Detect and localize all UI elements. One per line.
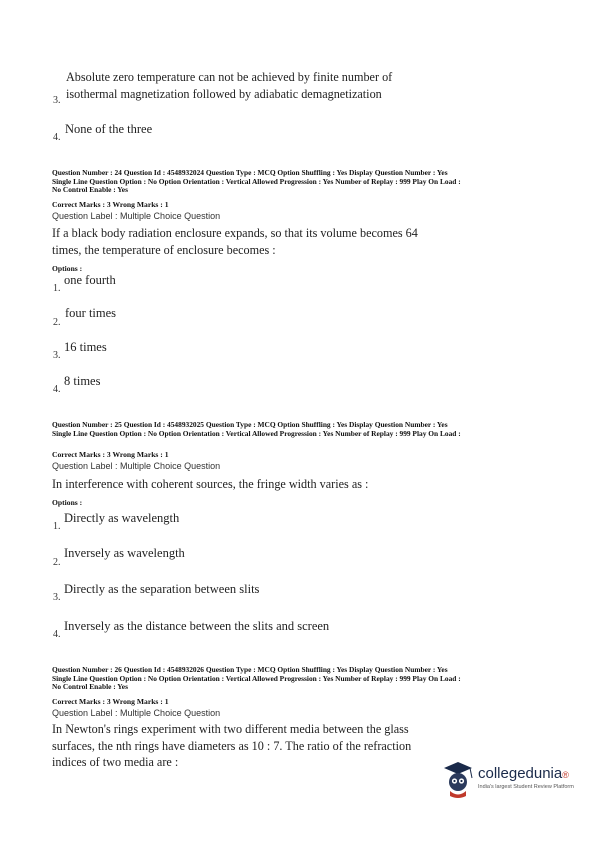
q25-option-3-number: 3. bbox=[53, 592, 61, 603]
q23-option-3-line1: Absolute zero temperature can not be achieved by finite number of bbox=[66, 70, 393, 84]
q25-question-text: In interference with coherent sources, the fringe width varies as : bbox=[52, 477, 369, 491]
q24-marks: Correct Marks : 3 Wrong Marks : 1 bbox=[52, 200, 169, 209]
q25-meta bbox=[52, 421, 461, 438]
q26-meta-line3: No Control Enable : Yes bbox=[52, 682, 128, 692]
q24-question-label: Question Label : Multiple Choice Question bbox=[52, 211, 221, 221]
q25-option-1-number: 1. bbox=[53, 521, 61, 532]
q26-question-text bbox=[52, 721, 492, 771]
q25-option-1-text: Directly as wavelength bbox=[64, 511, 180, 525]
collegedunia-wordmark bbox=[478, 765, 569, 782]
q26-question-label: Question Label : Multiple Choice Question bbox=[52, 708, 221, 718]
q23-option-3-number: 3. bbox=[53, 95, 61, 106]
q24-option-2-text: four times bbox=[65, 306, 117, 320]
q23-option-4-text: None of the three bbox=[65, 122, 153, 136]
q24-meta bbox=[52, 169, 461, 195]
q26-question-line2: surfaces, the nth rings have diameters as 10 : 7. The ratio of the refraction bbox=[52, 738, 412, 753]
collegedunia-tagline: India's largest Student Review Platform bbox=[478, 784, 574, 790]
q23-option-3-text bbox=[66, 69, 486, 102]
q25-question-label: Question Label : Multiple Choice Question bbox=[52, 461, 221, 471]
q24-option-4-number: 4. bbox=[53, 384, 61, 395]
graduate-mascot-icon bbox=[440, 758, 476, 800]
q26-meta bbox=[52, 666, 461, 692]
q23-option-3-line2: isothermal magnetization followed by adiabatic demagnetization bbox=[66, 86, 382, 101]
q25-option-4-number: 4. bbox=[53, 629, 61, 640]
q24-question-line1: If a black body radiation enclosure expands, so that its volume becomes 64 bbox=[52, 226, 418, 240]
collegedunia-name: collegedunia bbox=[478, 765, 563, 782]
q24-option-1-number: 1. bbox=[53, 283, 61, 294]
q26-marks: Correct Marks : 3 Wrong Marks : 1 bbox=[52, 697, 169, 706]
q25-options-header: Options : bbox=[52, 498, 83, 507]
q24-option-4-text: 8 times bbox=[64, 374, 101, 388]
q24-meta-line2: Single Line Question Option : No Option Orientation : Vertical Allowed Progression : Yes Number of Replay : 999 Play On Load : bbox=[52, 176, 461, 186]
q24-option-1-text: one fourth bbox=[64, 273, 116, 287]
collegedunia-logo bbox=[440, 758, 580, 800]
q25-meta-line2: Single Line Question Option : No Option Orientation : Vertical Allowed Progression : Yes Number of Replay : 999 Play On Load : bbox=[52, 428, 461, 438]
q24-question-line2: times, the temperature of enclosure becomes : bbox=[52, 242, 276, 257]
q24-meta-line1: Question Number : 24 Question Id : 4548932024 Question Type : MCQ Option Shuffling : Yes Display Question Number : Yes bbox=[52, 168, 448, 177]
q24-option-3-text: 16 times bbox=[64, 340, 107, 354]
q24-option-3-number: 3. bbox=[53, 350, 61, 361]
q25-option-2-text: Inversely as wavelength bbox=[64, 546, 185, 560]
q24-question-text bbox=[52, 225, 492, 258]
q23-option-4-number: 4. bbox=[53, 132, 61, 143]
q25-meta-line1: Question Number : 25 Question Id : 4548932025 Question Type : MCQ Option Shuffling : Yes Display Question Number : Yes bbox=[52, 420, 448, 429]
q26-question-line3: indices of two media are : bbox=[52, 755, 179, 769]
q25-option-2-number: 2. bbox=[53, 557, 61, 568]
q24-meta-line3: No Control Enable : Yes bbox=[52, 185, 128, 195]
q25-option-3-text: Directly as the separation between slits bbox=[64, 582, 260, 596]
q26-meta-line2: Single Line Question Option : No Option Orientation : Vertical Allowed Progression : Yes Number of Replay : 999 Play On Load : bbox=[52, 673, 461, 683]
q26-question-line1: In Newton's rings experiment with two different media between the glass bbox=[52, 722, 409, 736]
q26-meta-line1: Question Number : 26 Question Id : 4548932026 Question Type : MCQ Option Shuffling : Yes Display Question Number : Yes bbox=[52, 665, 448, 674]
q25-option-4-text: Inversely as the distance between the slits and screen bbox=[64, 619, 330, 633]
collegedunia-suffix: ® bbox=[562, 770, 569, 780]
q24-options-header: Options : bbox=[52, 264, 83, 273]
q25-marks: Correct Marks : 3 Wrong Marks : 1 bbox=[52, 450, 169, 459]
q24-option-2-number: 2. bbox=[53, 317, 61, 328]
